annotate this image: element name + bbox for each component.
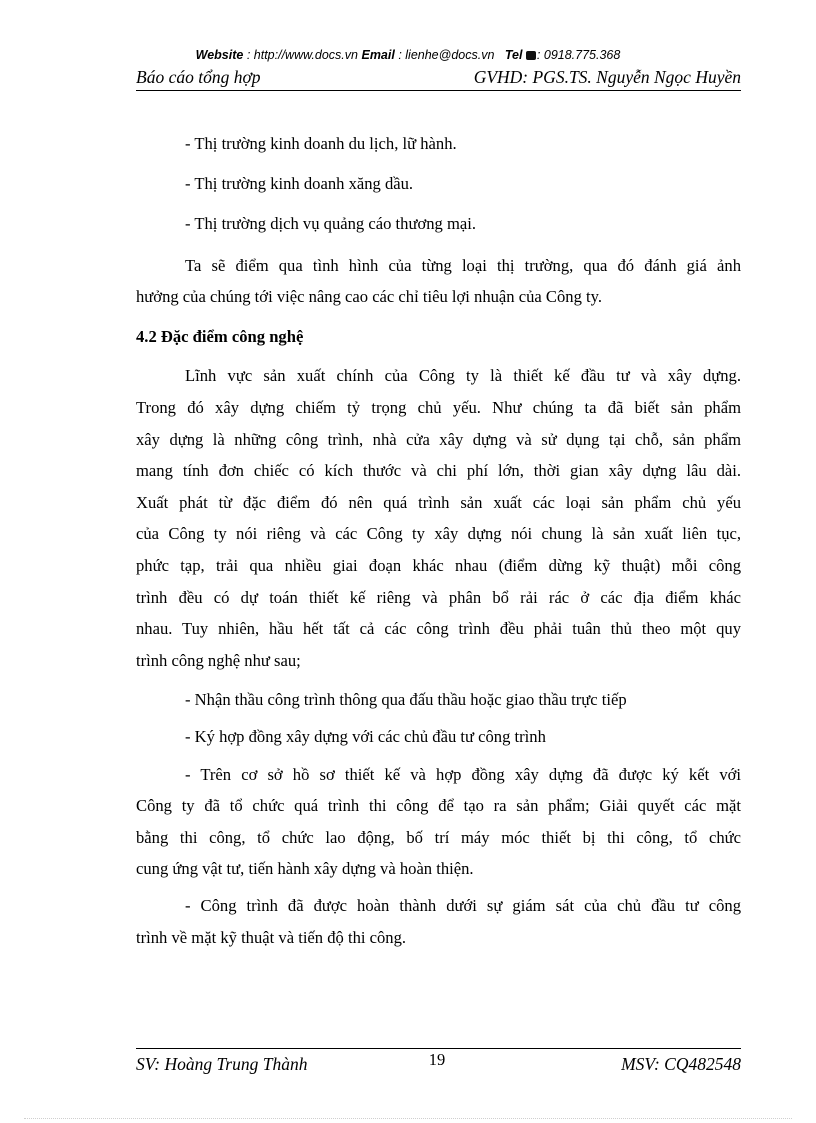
section-heading: 4.2 Đặc điểm công nghệ bbox=[136, 327, 304, 346]
paragraph-line: cung ứng vật tư, tiến hành xây dựng và hoàn thiện. bbox=[136, 859, 474, 878]
process-step: - Nhận thầu công trình thông qua đấu thầu hoặc giao thầu trực tiếp bbox=[185, 690, 627, 709]
paragraph-line: bằng thi công, tổ chức lao động, bố trí máy móc thiết bị thi công, tổ chức bbox=[136, 828, 741, 847]
website-label: Website bbox=[195, 48, 244, 62]
bullet-market-advertising: - Thị trường dịch vụ quảng cáo thương mại. bbox=[185, 214, 476, 233]
paragraph-line: phức tạp, trải qua nhiều giai đoạn khác nhau (điểm dừng kỹ thuật) mỗi công bbox=[136, 556, 741, 575]
page-number: 19 bbox=[428, 1050, 446, 1069]
paragraph-line: trình về mặt kỹ thuật và tiến độ thi công. bbox=[136, 928, 407, 947]
email-label: Email bbox=[361, 48, 395, 62]
process-step: - Công trình đã được hoàn thành dưới sự giám sát của chủ đầu tư công bbox=[185, 896, 741, 915]
paragraph-line: Lĩnh vực sản xuất chính của Công ty là thiết kế đầu tư và xây dựng. bbox=[185, 366, 741, 385]
paragraph-line: Ta sẽ điểm qua tình hình của từng loại thị trường, qua đó đánh giá ảnh bbox=[185, 256, 741, 275]
footer-student-name: SV: Hoàng Trung Thành bbox=[136, 1054, 308, 1074]
tel-number: : 0918.775.368 bbox=[536, 48, 621, 62]
bullet-market-fuel: - Thị trường kinh doanh xăng dầu. bbox=[185, 174, 414, 193]
paragraph-line: trình đều có dự toán thiết kế riêng và phân bổ rải rác ở các địa điểm khác bbox=[136, 588, 741, 607]
process-step: - Ký hợp đồng xây dựng với các chủ đầu tư công trình bbox=[185, 727, 546, 746]
footer-rule bbox=[136, 1048, 741, 1049]
website-contact-bar bbox=[0, 48, 816, 62]
website-url[interactable]: : http://www.docs.vn bbox=[246, 48, 358, 62]
paragraph-line: trình công nghệ như sau; bbox=[136, 651, 301, 670]
paragraph-line: của Công ty nói riêng và các Công ty xây dựng nói chung là sản xuất liên tục, bbox=[136, 524, 741, 543]
paragraph-line: mang tính đơn chiếc có kích thước và chi phí lớn, thời gian xây dựng lâu dài. bbox=[136, 461, 741, 480]
paragraph-line: Công ty đã tổ chức quá trình thi công để tạo ra sản phẩm; Giải quyết các mặt bbox=[136, 796, 741, 815]
paragraph-line: nhau. Tuy nhiên, hầu hết tất cả các công trình đều phải tuân thủ theo một quy bbox=[136, 619, 741, 638]
paragraph-line: Xuất phát từ đặc điểm đó nên quá trình sản xuất các loại sản phẩm chủ yếu bbox=[136, 493, 741, 512]
page-header bbox=[136, 66, 741, 91]
footer-student-id: MSV: CQ482548 bbox=[621, 1054, 741, 1074]
paragraph-line: Trong đó xây dựng chiếm tỷ trọng chủ yếu. Như chúng ta đã biết sản phẩm bbox=[136, 398, 741, 417]
tel-label: Tel bbox=[504, 48, 523, 62]
header-report-title: Báo cáo tổng hợp bbox=[136, 67, 261, 87]
process-step: - Trên cơ sở hồ sơ thiết kế và hợp đồng xây dựng đã được ký kết với bbox=[185, 765, 741, 784]
email-address[interactable]: : lienhe@docs.vn bbox=[398, 48, 495, 62]
page-bottom-border bbox=[24, 1118, 792, 1119]
paragraph-line: hưởng của chúng tới việc nâng cao các chỉ tiêu lợi nhuận của Công ty. bbox=[136, 287, 602, 306]
phone-icon bbox=[526, 51, 536, 60]
paragraph-line: xây dựng là những công trình, nhà cửa xây dựng và sử dụng tại chỗ, sản phẩm bbox=[136, 430, 741, 449]
header-supervisor: GVHD: PGS.TS. Nguyễn Ngọc Huyền bbox=[473, 67, 741, 87]
bullet-market-tourism: - Thị trường kinh doanh du lịch, lữ hành. bbox=[185, 134, 457, 153]
